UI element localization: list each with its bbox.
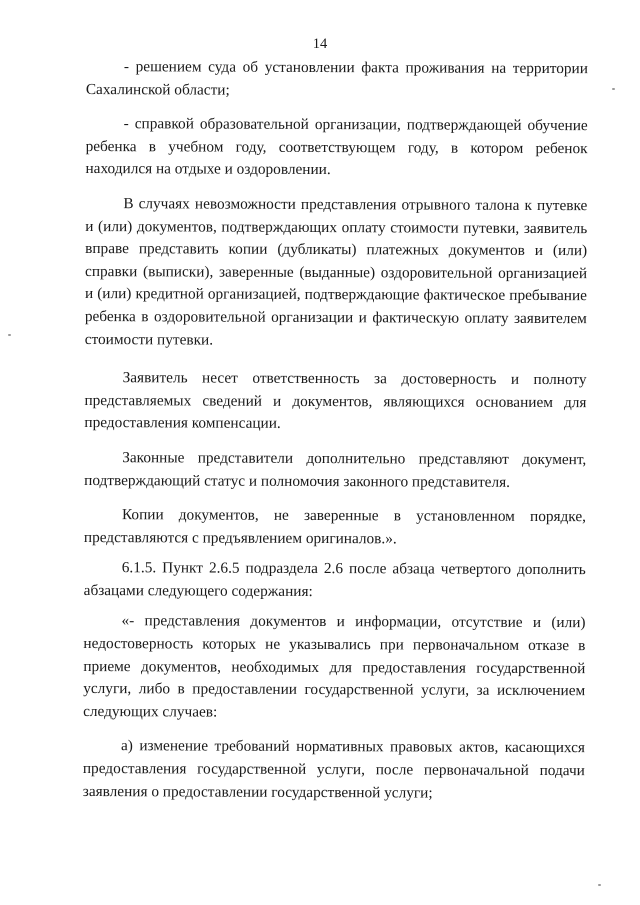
paragraph-school-certificate: - справкой образовательной организации, подтверждающей обучение ребенка в учебном году, соответствующем году, в котором ребенок находился на отдыхе и оздоровлении. [85, 115, 588, 179]
paragraph-court-decision: - решением суда об установлении факта проживания на территории Сахалинской области; [85, 58, 588, 99]
paragraph-applicant-responsibility: Заявитель несет ответственность за достоверность и полноту представляемых сведений и документов, являющихся основанием для предоставления компенсации. [84, 369, 587, 433]
paragraph-item-a: а) изменение требований нормативных правовых актов, касающихся предоставления государственной услуги, после первоначальной подачи заявления о предоставлении государственной услуги; [82, 737, 586, 802]
paragraph-legal-representatives: Законные представители дополнительно представляют документ, подтверждающий статус и полномочия законного представителя. [84, 449, 587, 491]
document-body [83, 56, 588, 805]
paragraph-document-submission: «- представления документов и информации, отсутствие и (или) недостоверность которых не указывались при первоначальном отказе в приеме документов, необходимых для предоставления государственной услуги, либо в предоставлении государственной услуги, за исключением следующих случаев: [83, 612, 586, 721]
paragraph-voucher-alternatives: В случаях невозможности представления отрывного талона к путевке и (или) документов, подтверждающих оплату стоимости путевки, заявитель вправе представить копии (дубликаты) платежных документов и (или) справки (выписки), заверенные (выданные) оздоровительной организацией и (или) кредитной организацией, подтверждающие фактическое пребывание ребенка в оздоровительной организации и фактическую оплату заявителем стоимости путевки. [84, 195, 588, 349]
page-number: 14 [312, 36, 328, 52]
scan-speck [598, 884, 601, 886]
scan-speck [8, 334, 11, 336]
paragraph-amendment-6-1-5: 6.1.5. Пункт 2.6.5 подраздела 2.6 после абзаца четвертого дополнить абзацами следующего содержания: [83, 559, 586, 600]
scan-speck [612, 88, 615, 90]
paragraph-document-copies: Копии документов, не заверенные в установленном порядке, представляются с предъявлением оригиналов.». [83, 506, 587, 548]
